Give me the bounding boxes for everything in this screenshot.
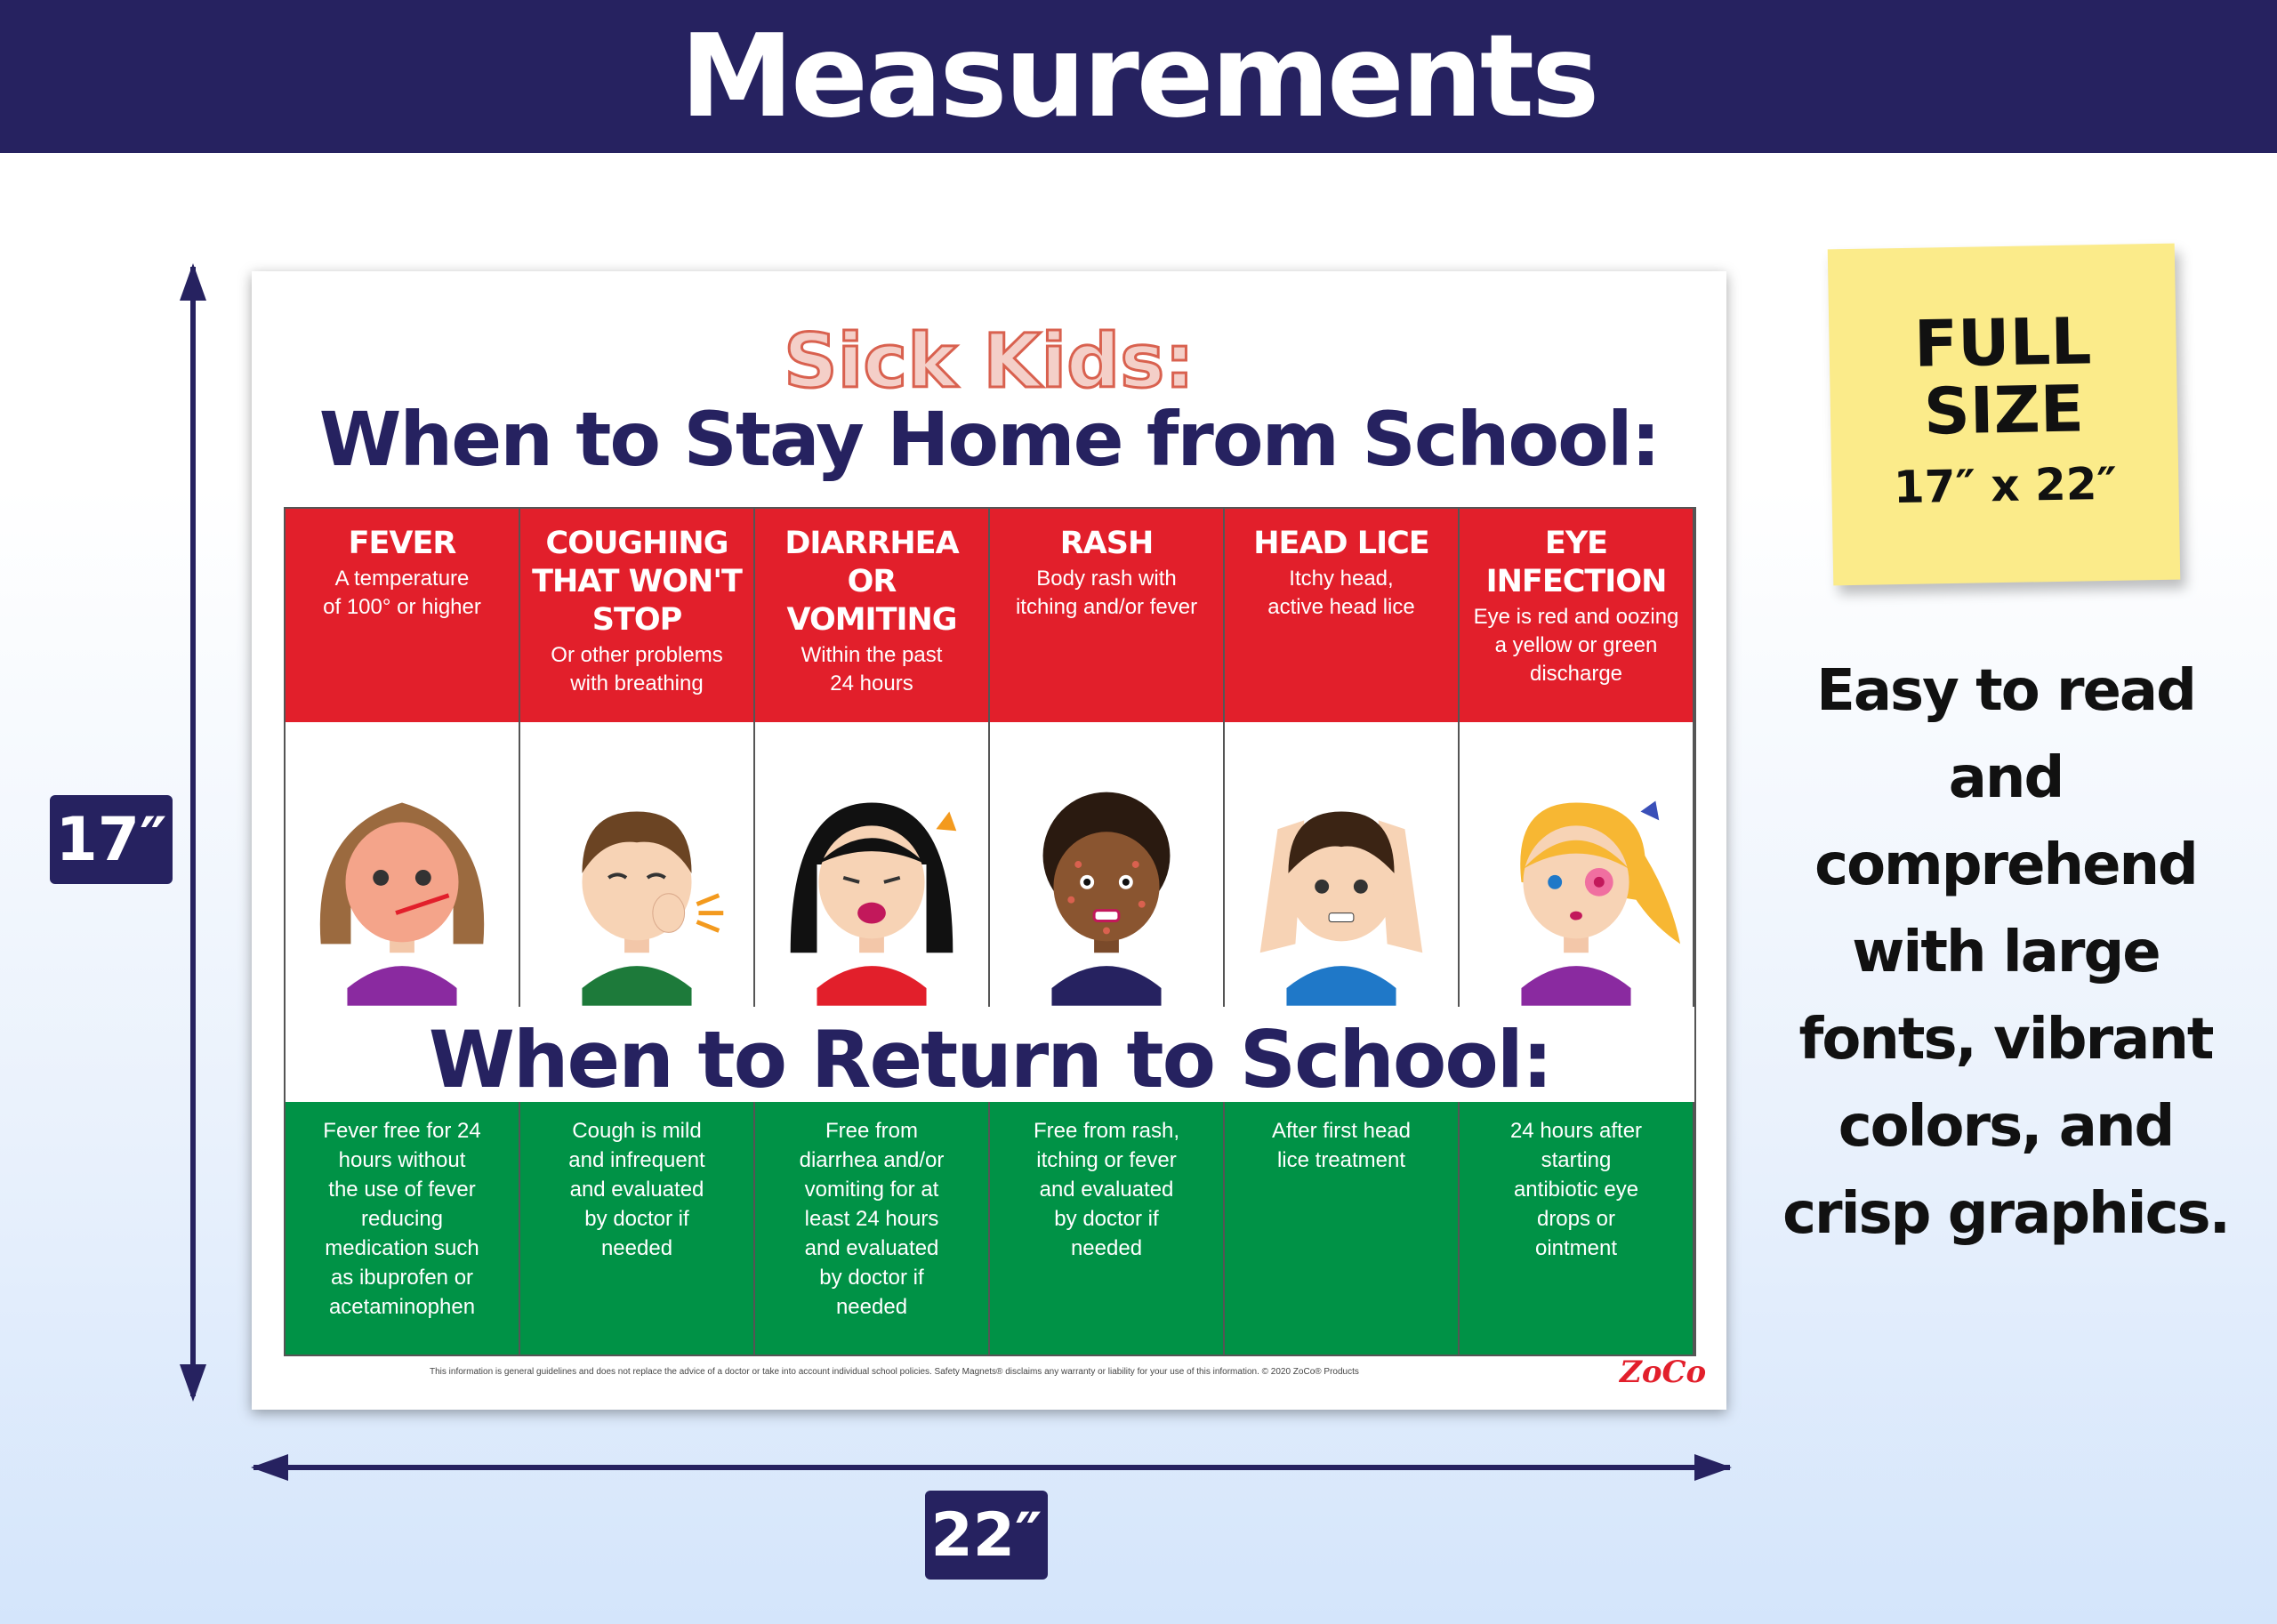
- eye-infection-child-illustration: [1460, 722, 1693, 1007]
- arrow-up-icon: [180, 263, 206, 301]
- full-size-label: FULL SIZE: [1913, 303, 2093, 449]
- feature-description: Easy to read and comprehend with large fonts, vibrant colors, and crisp graphics.: [1782, 658, 2229, 1247]
- symptom-cell: [286, 509, 519, 722]
- arrow-right-icon: [1694, 1454, 1732, 1481]
- width-label: 22″: [925, 1491, 1048, 1580]
- height-dimension-line: [190, 267, 196, 1396]
- symptom-cell: [520, 509, 753, 722]
- symptom-cell: [1460, 509, 1693, 722]
- symptom-heading: EYE INFECTION: [1485, 526, 1667, 599]
- symptom-heading: DIARRHEA OR VOMITING: [784, 526, 959, 638]
- fever-child-illustration: [286, 722, 519, 1007]
- symptom-heading: FEVER: [348, 526, 456, 561]
- return-criteria: After first head lice treatment: [1225, 1102, 1458, 1355]
- header-bar: [0, 0, 2277, 153]
- coughing-child-illustration: [520, 722, 753, 1007]
- symptom-description: Within the past 24 hours: [801, 643, 943, 695]
- return-to-school-title: When to Return to School:: [428, 1014, 1552, 1105]
- symptom-heading: RASH: [1059, 526, 1154, 561]
- disclaimer-text: This information is general guidelines and does not replace the advice of a doctor or take into account individual school policies. Safety Magnets® disclaims any warranty or liability for your use of this information. © 2020 ZoCo® Products: [430, 1367, 1359, 1377]
- head-lice-child-illustration: [1225, 722, 1458, 1007]
- return-criteria: 24 hours after starting antibiotic eye drops or ointment: [1460, 1102, 1693, 1355]
- arrow-down-icon: [180, 1364, 206, 1402]
- return-criteria: Free from rash, itching or fever and evaluated by doctor if needed: [990, 1102, 1223, 1355]
- vomiting-child-illustration: [755, 722, 988, 1007]
- return-criteria: Cough is mild and infrequent and evaluated by doctor if needed: [520, 1102, 753, 1355]
- symptom-cell: [990, 509, 1223, 722]
- symptom-description: Or other problems with breathing: [551, 643, 723, 695]
- column-rash: [990, 509, 1225, 1355]
- poster: [252, 271, 1726, 1410]
- symptom-cell: [755, 509, 988, 722]
- symptom-heading: HEAD LICE: [1253, 526, 1429, 561]
- return-criteria: Free from diarrhea and/or vomiting for at least 24 hours and evaluated by doctor if needed: [755, 1102, 988, 1355]
- poster-subtitle: Sick Kids:: [784, 318, 1195, 405]
- column-diarrhea: [755, 509, 990, 1355]
- column-coughing: [520, 509, 755, 1355]
- size-label: 17″ x 22″: [1893, 457, 2118, 514]
- sticky-note: [1828, 244, 2181, 586]
- symptom-description: A temperature of 100° or higher: [323, 567, 481, 619]
- height-label: 17″: [50, 795, 173, 884]
- zoco-logo: ZoCo: [1620, 1355, 1707, 1390]
- stay-home-title: When to Stay Home from School:: [318, 396, 1660, 483]
- column-eye-infection: [1460, 509, 1694, 1355]
- page-title: Measurements: [680, 10, 1597, 143]
- arrow-left-icon: [251, 1454, 288, 1481]
- column-fever: [286, 509, 520, 1355]
- rash-child-illustration: [990, 722, 1223, 1007]
- return-criteria: Fever free for 24 hours without the use of fever reducing medication such as ibuprofen or acetaminophen: [286, 1102, 519, 1355]
- column-head-lice: [1225, 509, 1460, 1355]
- symptom-heading: COUGHING THAT WON'T STOP: [532, 526, 742, 638]
- width-dimension-line: [253, 1465, 1730, 1470]
- symptom-grid: [284, 507, 1696, 1356]
- symptom-description: Eye is red and oozing a yellow or green discharge: [1473, 605, 1679, 686]
- symptom-cell: [1225, 509, 1458, 722]
- symptom-description: Body rash with itching and/or fever: [1015, 567, 1198, 619]
- symptom-description: Itchy head, active head lice: [1267, 567, 1415, 619]
